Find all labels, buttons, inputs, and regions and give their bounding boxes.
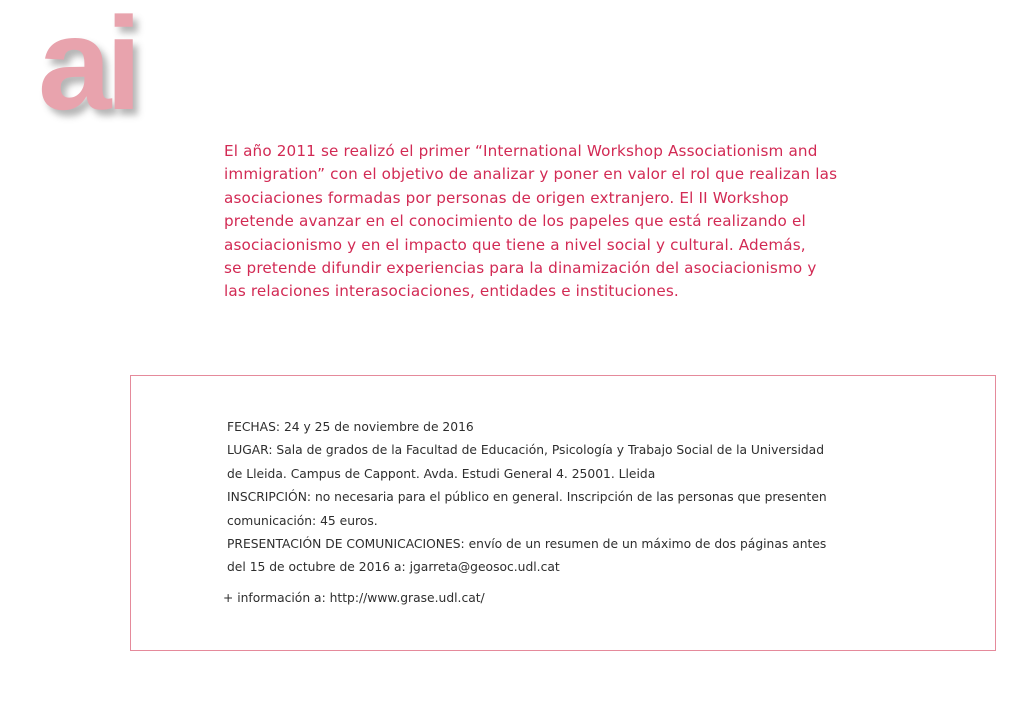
intro-line: se pretende difundir experiencias para la dinamización del asociacionismo y: [224, 259, 817, 278]
ai-logo: ai: [38, 0, 137, 137]
intro-line: asociacionismo y en el impacto que tiene a nivel social y cultural. Además,: [224, 235, 806, 254]
info-submissions-line-2[interactable]: del 15 de octubre de 2016 a: jgarreta@geosoc.udl.cat: [227, 560, 560, 575]
info-registration-line-2: comunicación: 45 euros.: [227, 513, 378, 528]
intro-line: pretende avanzar en el conocimiento de los papeles que está realizando el: [224, 212, 806, 231]
info-venue-line-1: LUGAR: Sala de grados de la Facultad de Educación, Psicología y Trabajo Social de la Universidad: [227, 443, 825, 458]
info-registration-line-1: INSCRIPCIÓN: no necesaria para el público en general. Inscripción de las personas que presenten: [227, 490, 827, 505]
intro-paragraph: [224, 140, 994, 304]
intro-line: asociaciones formadas por personas de origen extranjero. El II Workshop: [224, 188, 789, 207]
intro-line: El año 2011 se realizó el primer “International Workshop Associationism and: [224, 142, 818, 160]
more-info-link[interactable]: + información a: http://www.grase.udl.cat/: [223, 590, 485, 605]
info-submissions-line-1: PRESENTACIÓN DE COMUNICACIONES: envío de un resumen de un máximo de dos páginas antes: [227, 537, 827, 552]
info-dates: FECHAS: 24 y 25 de noviembre de 2016: [227, 420, 474, 434]
event-info-text: [223, 416, 967, 610]
event-info-box: [130, 375, 996, 651]
intro-line: immigration” con el objetivo de analizar y poner en valor el rol que realizan las: [224, 165, 838, 184]
intro-line: las relaciones interasociaciones, entidades e instituciones.: [224, 282, 679, 301]
info-venue-line-2: de Lleida. Campus de Cappont. Avda. Estudi General 4. 25001. Lleida: [227, 466, 656, 481]
